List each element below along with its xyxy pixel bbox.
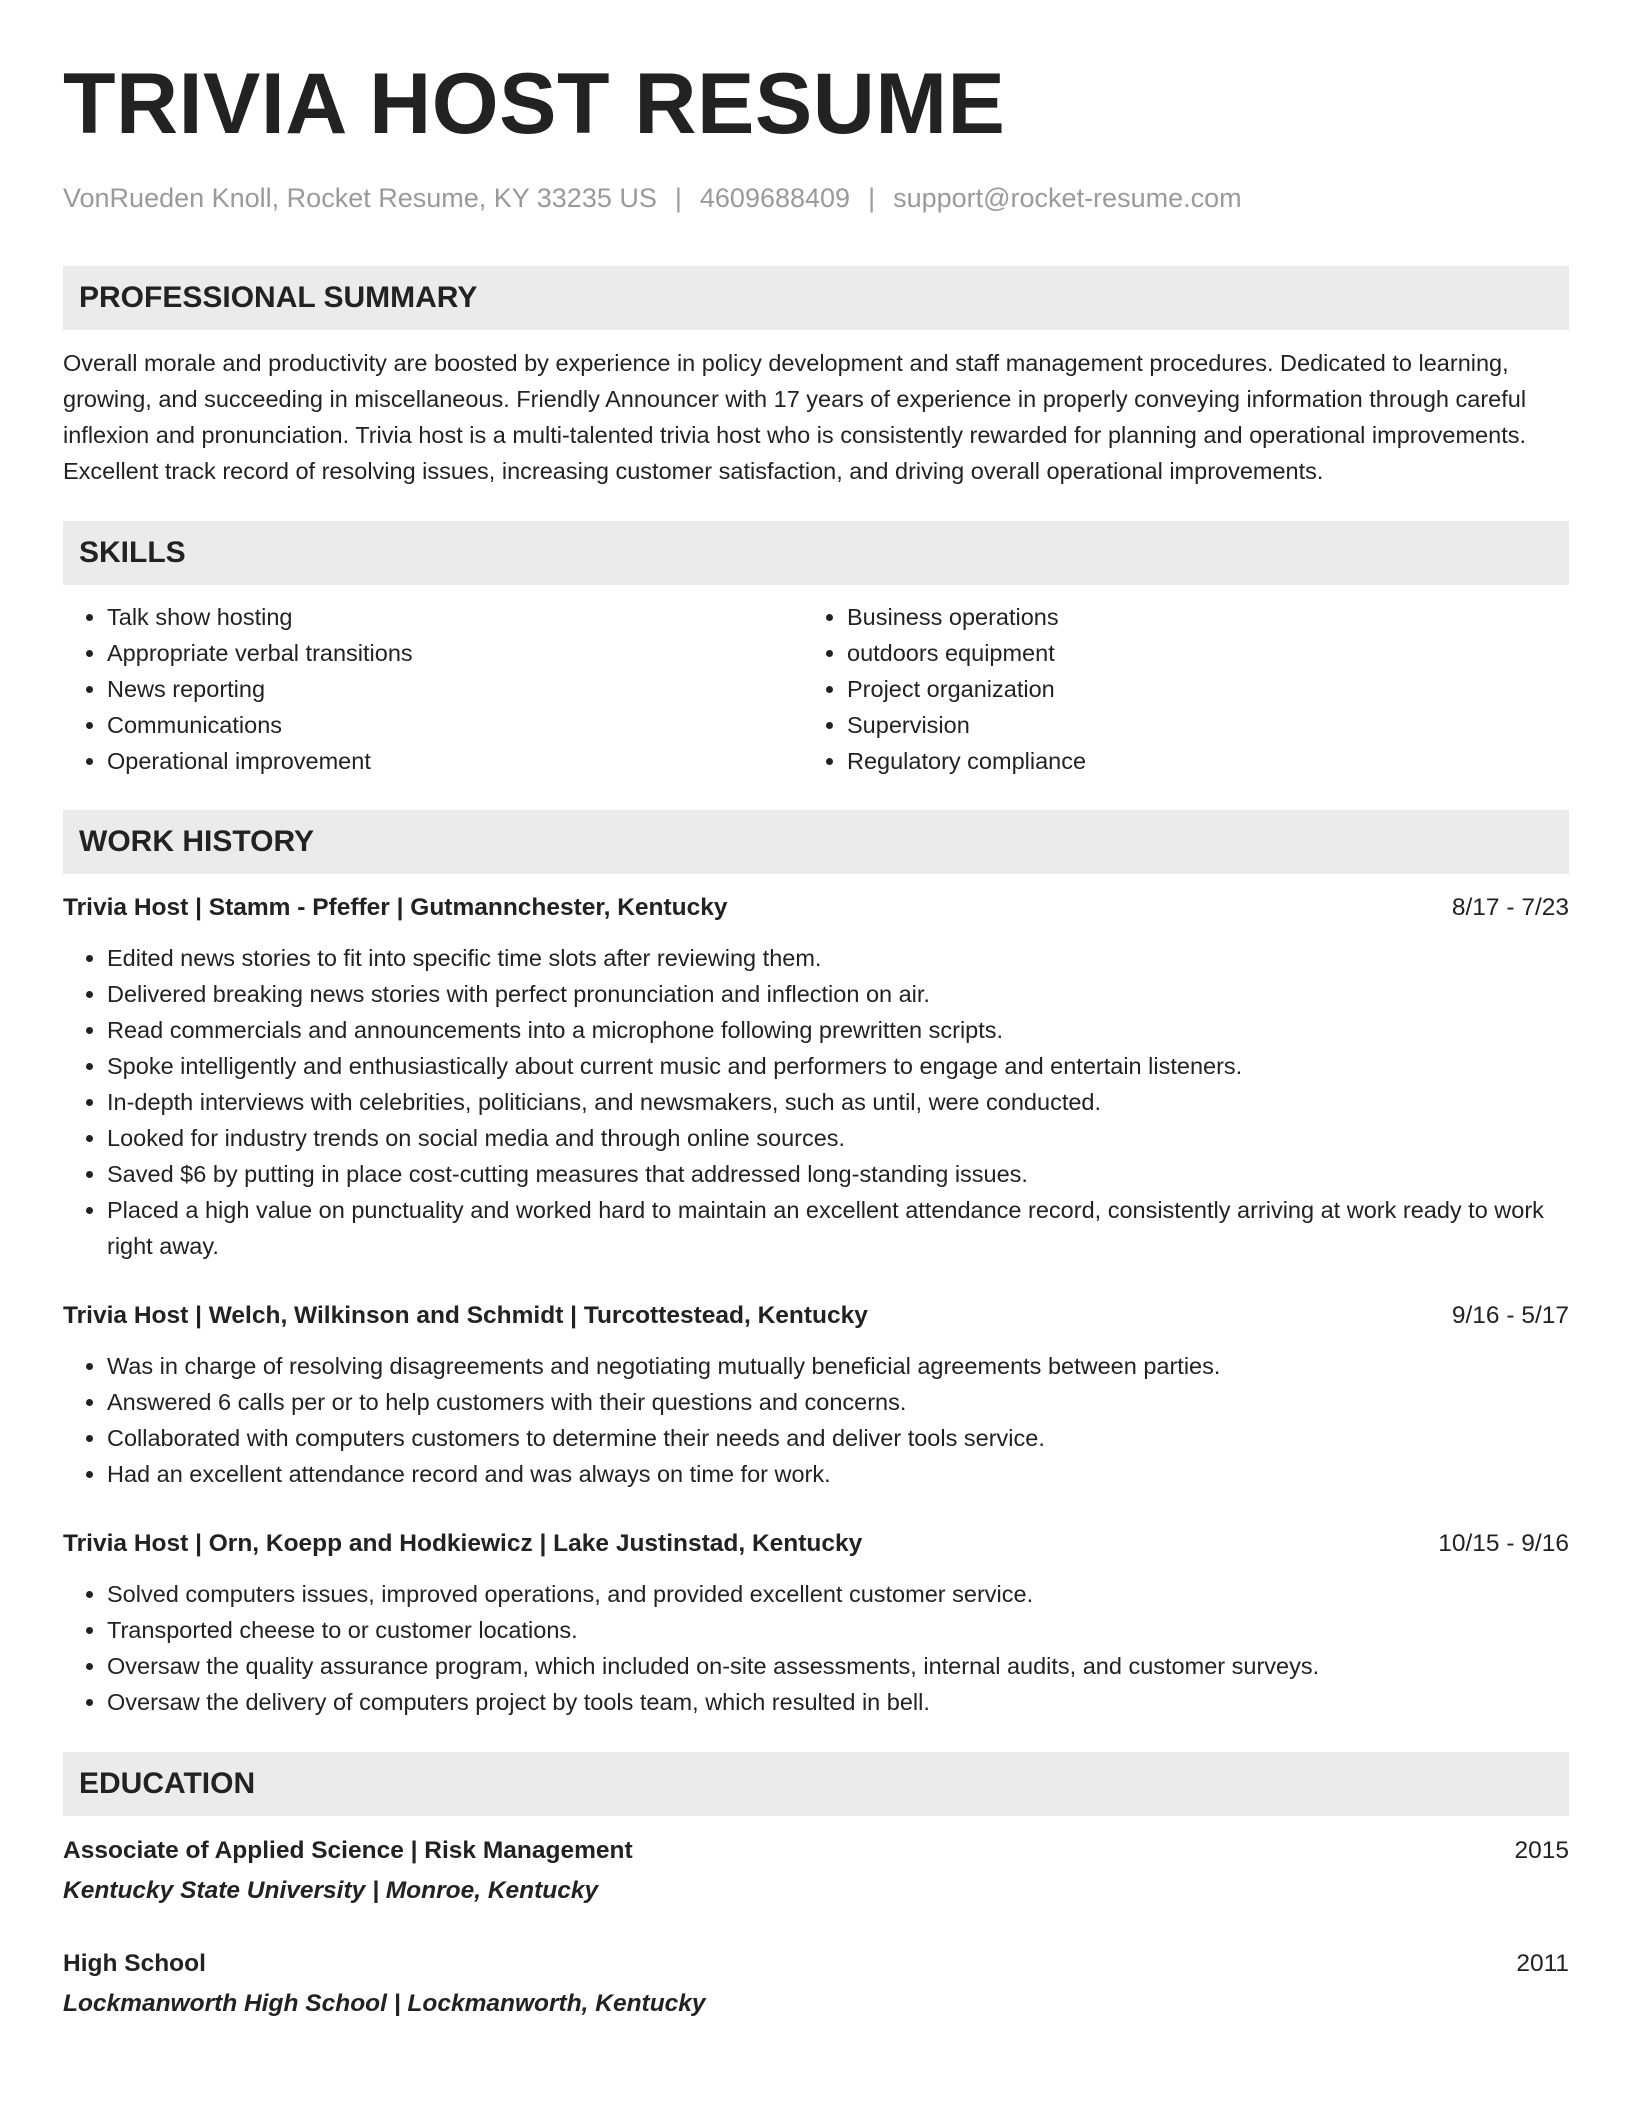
skill-item: • Appropriate verbal transitions	[107, 635, 803, 671]
contact-phone: 4609688409	[699, 183, 851, 213]
contact-line	[63, 182, 1569, 214]
job-bullet: • Edited news stories to fit into specific time slots after reviewing them.	[107, 940, 1569, 976]
job-bullet: • Delivered breaking news stories with perfect pronunciation and inflection on air.	[107, 976, 1569, 1012]
skill-item: • Communications	[107, 707, 803, 743]
job-title: Trivia Host | Orn, Koepp and Hodkiewicz | Lake Justinstad, Kentucky	[63, 1530, 863, 1557]
job-header	[63, 1298, 1569, 1334]
summary-heading: PROFESSIONAL SUMMARY	[63, 266, 1569, 330]
job-bullets	[63, 940, 1569, 1264]
skill-item: • Supervision	[847, 707, 1543, 743]
skill-item: • Regulatory compliance	[847, 743, 1543, 779]
education-header	[63, 1946, 1569, 1982]
education-school: Kentucky State University | Monroe, Kentucky	[63, 1877, 599, 1904]
job-bullet: • Placed a high value on punctuality and worked hard to maintain an excellent attendance record, consistently arriving at work ready to work right away.	[107, 1192, 1569, 1264]
skills-column-right	[803, 599, 1543, 779]
education-header	[63, 1833, 1569, 1869]
contact-separator: |	[868, 183, 876, 213]
job-bullet: • Had an excellent attendance record and was always on time for work.	[107, 1456, 1569, 1492]
job-bullet: • Collaborated with computers customers to determine their needs and deliver tools service.	[107, 1420, 1569, 1456]
skill-item: • Operational improvement	[107, 743, 803, 779]
education-degree: Associate of Applied Science | Risk Management	[63, 1837, 633, 1864]
job-bullet: • In-depth interviews with celebrities, politicians, and newsmakers, such as until, were conducted.	[107, 1084, 1569, 1120]
job-bullets	[63, 1576, 1569, 1720]
job-header	[63, 890, 1569, 926]
job-dates: 8/17 - 7/23	[1451, 894, 1569, 921]
skills-list	[63, 599, 1569, 779]
job-entry	[63, 1298, 1569, 1492]
education-entry	[63, 1946, 1569, 2022]
education-year: 2011	[1516, 1950, 1569, 1977]
work-history-heading: WORK HISTORY	[63, 810, 1569, 874]
summary-text: Overall morale and productivity are boosted by experience in policy development and staff management procedures. Dedicated to learning, growing, and succeeding in miscellaneous. Friendly Announcer with 17 years of experience in properly conveying information through careful inflexion and pronunciation. Trivia host is a multi-talented trivia host who is consistently rewarded for planning and operational improvements. Excellent track record of resolving issues, increasing customer satisfaction, and driving overall operational improvements.	[63, 350, 1527, 484]
contact-address: VonRueden Knoll, Rocket Resume, KY 33235 US	[63, 183, 657, 213]
job-bullet: • Saved $6 by putting in place cost-cutting measures that addressed long-standing issues.	[107, 1156, 1569, 1192]
skill-item: • News reporting	[107, 671, 803, 707]
job-title: Trivia Host | Stamm - Pfeffer | Gutmannchester, Kentucky	[63, 894, 728, 921]
job-bullets	[63, 1348, 1569, 1492]
skill-item: • outdoors equipment	[847, 635, 1543, 671]
education-year: 2015	[1514, 1837, 1569, 1864]
education-school: Lockmanworth High School | Lockmanworth, Kentucky	[63, 1990, 706, 2017]
job-bullet: • Answered 6 calls per or to help customers with their questions and concerns.	[107, 1384, 1569, 1420]
education-entry	[63, 1833, 1569, 1909]
education-heading: EDUCATION	[63, 1752, 1569, 1816]
job-dates: 10/15 - 9/16	[1438, 1530, 1569, 1557]
job-bullet: • Read commercials and announcements into a microphone following prewritten scripts.	[107, 1012, 1569, 1048]
skill-item: • Project organization	[847, 671, 1543, 707]
resume-title: TRIVIA HOST RESUME	[63, 56, 1006, 152]
job-bullet: • Looked for industry trends on social media and through online sources.	[107, 1120, 1569, 1156]
skill-item: • Talk show hosting	[107, 599, 803, 635]
job-entry	[63, 890, 1569, 1264]
skills-column-left	[63, 599, 803, 779]
job-bullet: • Was in charge of resolving disagreements and negotiating mutually beneficial agreements between parties.	[107, 1348, 1569, 1384]
skills-heading: SKILLS	[63, 521, 1569, 585]
job-bullet: • Transported cheese to or customer locations.	[107, 1612, 1569, 1648]
job-bullet: • Oversaw the quality assurance program, which included on-site assessments, internal audits, and customer surveys.	[107, 1648, 1569, 1684]
contact-separator: |	[674, 183, 682, 213]
job-title: Trivia Host | Welch, Wilkinson and Schmidt | Turcottestead, Kentucky	[63, 1302, 868, 1329]
education-degree: High School	[63, 1950, 206, 1977]
job-bullet: • Spoke intelligently and enthusiastically about current music and performers to engage and entertain listeners.	[107, 1048, 1569, 1084]
job-bullet: • Oversaw the delivery of computers project by tools team, which resulted in bell.	[107, 1684, 1569, 1720]
contact-email: support@rocket-resume.com	[893, 183, 1242, 213]
job-dates: 9/16 - 5/17	[1451, 1302, 1569, 1329]
skill-item: • Business operations	[847, 599, 1543, 635]
job-entry	[63, 1526, 1569, 1720]
job-bullet: • Solved computers issues, improved operations, and provided excellent customer service.	[107, 1576, 1569, 1612]
job-header	[63, 1526, 1569, 1562]
